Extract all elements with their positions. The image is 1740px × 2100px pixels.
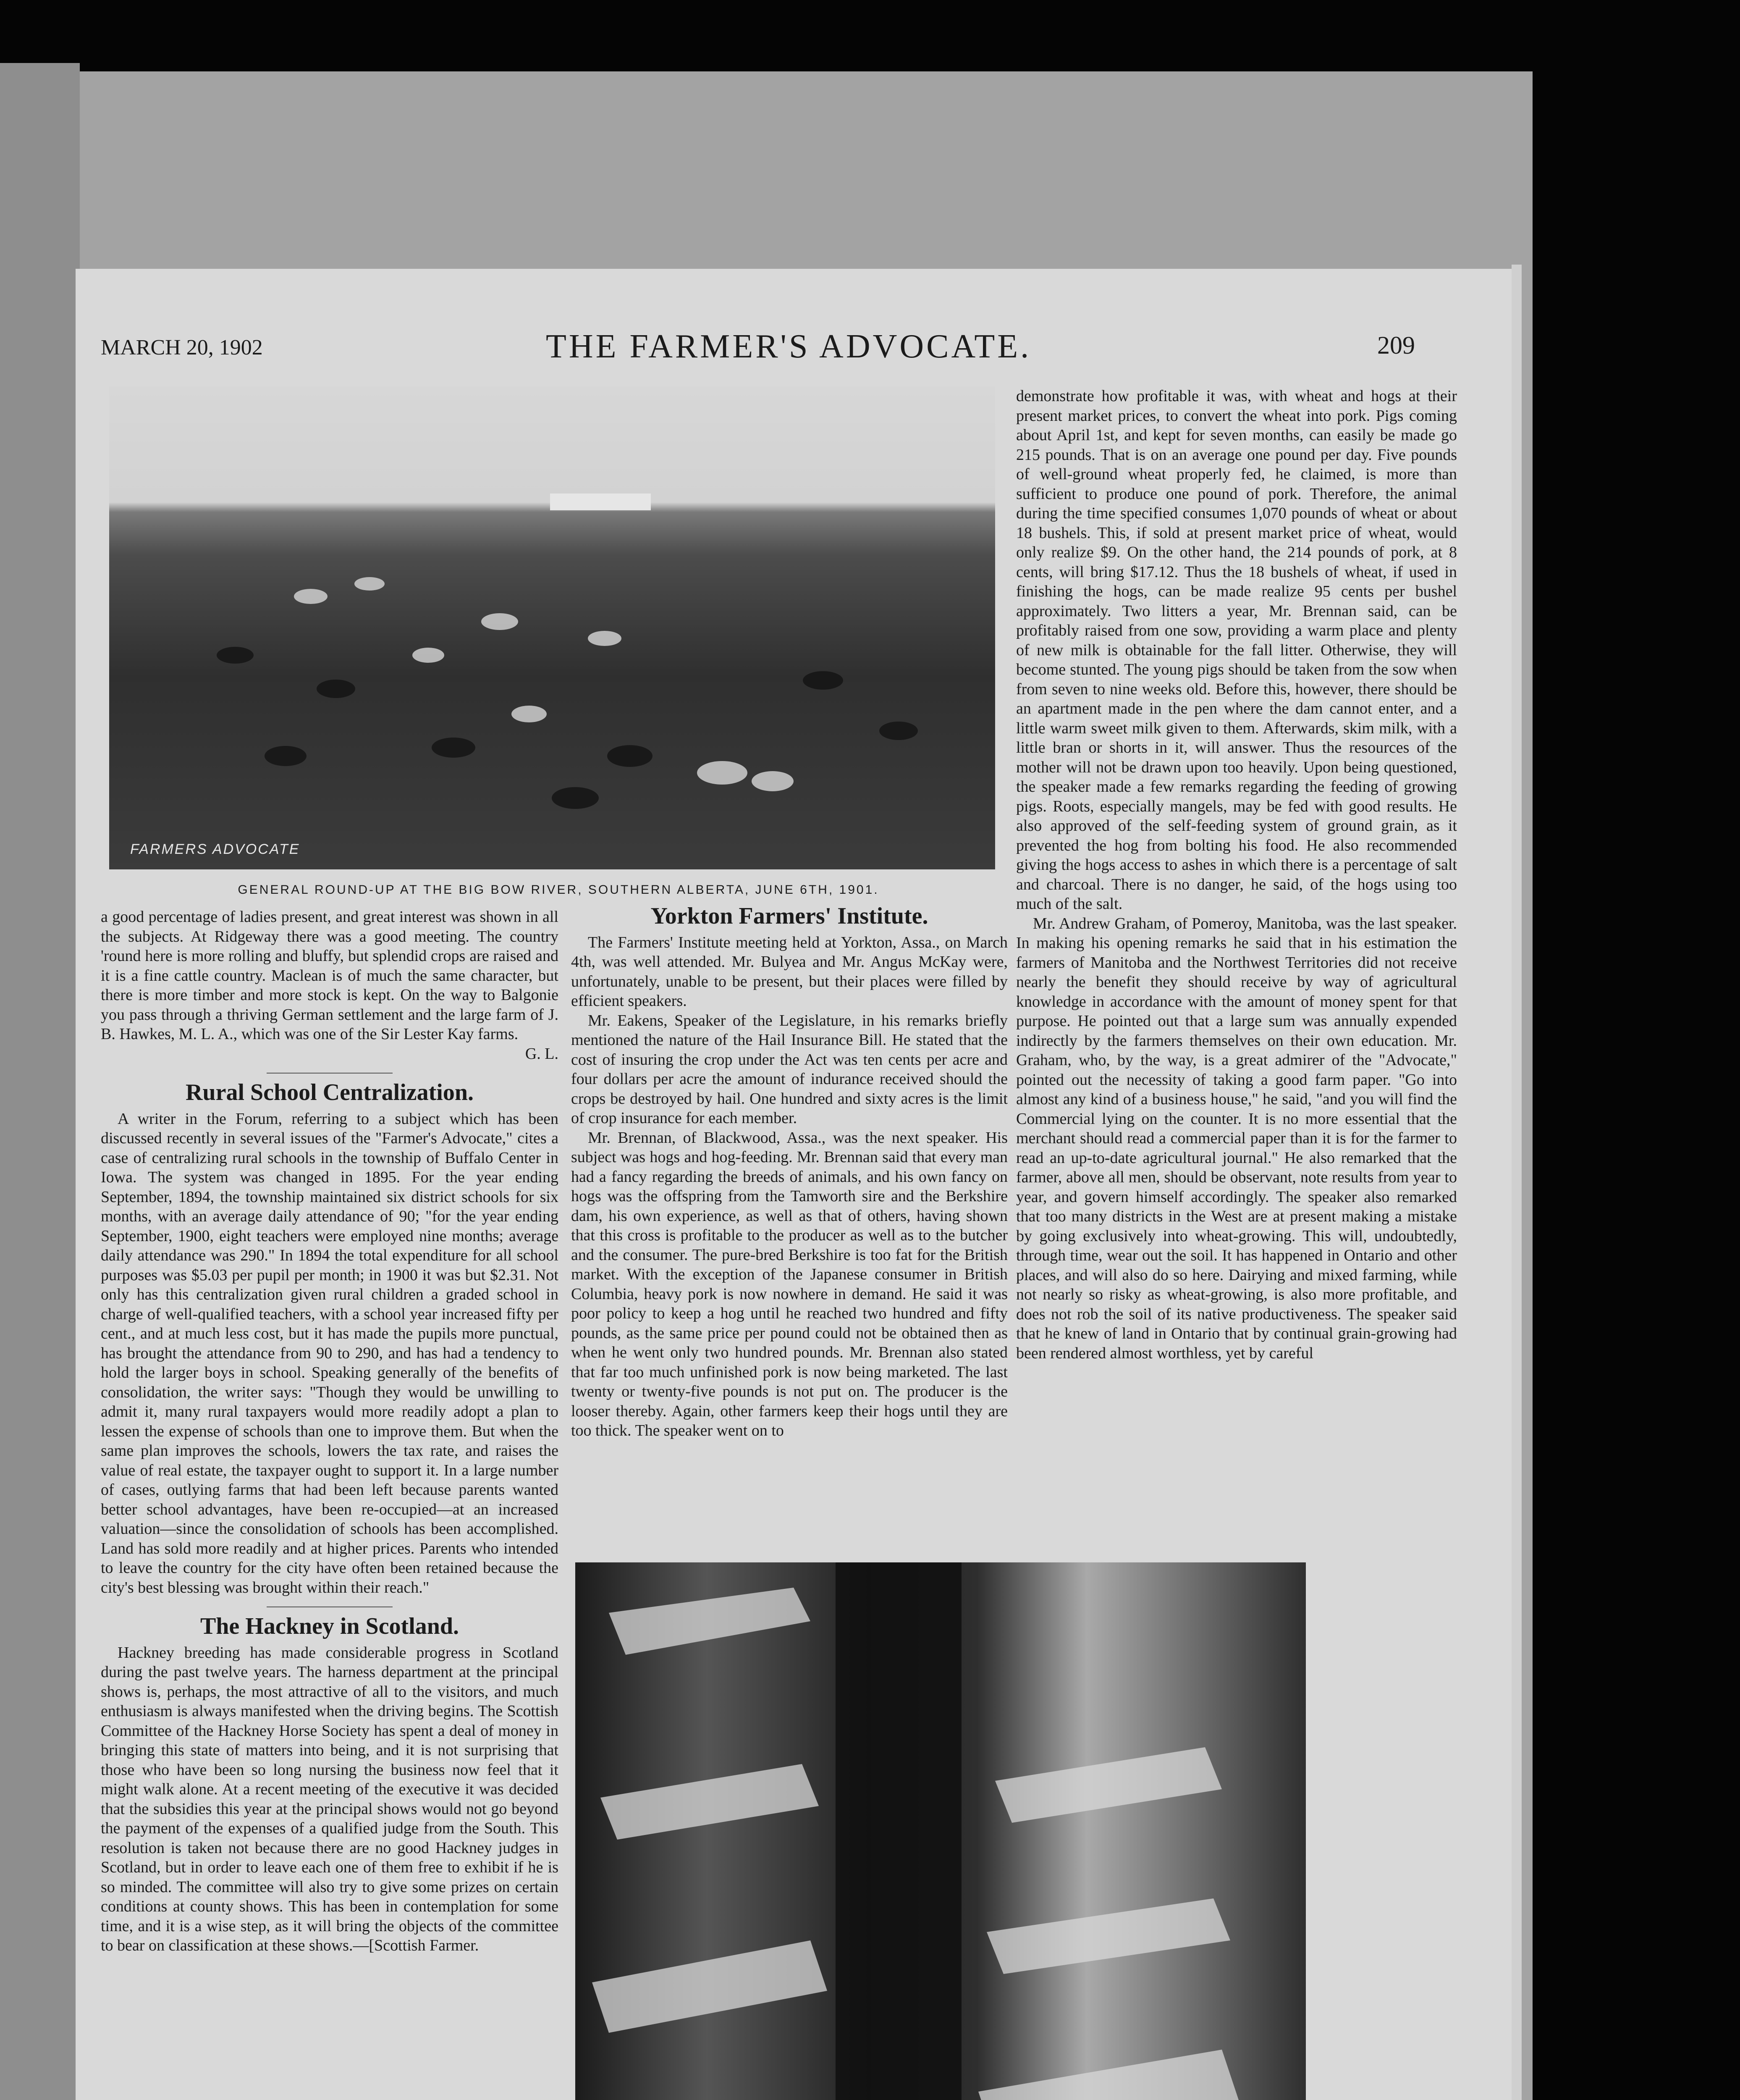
rural-school-headline: Rural School Centralization. (186, 1079, 474, 1105)
article-signature: G. L. (525, 1045, 558, 1063)
regina-report-tail: a good percentage of ladies present, and great interest was shown in all the subjects. At Ridgeway there was a good meeting. The country 'round here is more rolling and bluffy, but splendid crops are raised and it is a fine cattle country. Maclean is of much the same character, but there is more timber and more stock is kept. On the way to Balgonie you pass through a thriving German settlement and the large farm of J. B. Hawkes, M. L. A., which was one of the Sir Lester Kay farms. (101, 908, 558, 1043)
column-left (101, 907, 558, 1956)
facing-page-edge (0, 63, 80, 2100)
yorkton-continued-2: Mr. Andrew Graham, of Pomeroy, Manitoba, was the last speaker. In making his opening remarks he said that in his estimation the farmers of Manitoba and the Northwest Territories did not receive nearly the benefit they should receive by way of agricultural knowledge in accordance with the amount of money spent for that purpose. He pointed out that a large sum was annually expended indirectly by the farmers themselves on their own education. Mr. Graham, who, by the way, is a great admirer of the "Advocate," pointed out the necessity of taking a good farm paper. "Go into almost any kind of a business house," he said, "and you will find the Commercial lying on the counter. It is no more essential that the merchant should read a commercial paper than it is for the farmer to read an up-to-date agricultural journal." He also remarked that the farmer, above all men, should be observant, note results from year to year, and govern himself accordingly. The speaker also remarked that too many districts in the West are at present making a mistake by going exclusively into wheat-growing. This will, undoubtedly, through time, wear out the soil. It has happened in Ontario and other places, and will also do so here. Dairying and mixed farming, while not nearly so risky as wheat-growing, is also more profitable, and does not rob the soil of its native productiveness. The speaker said that he knew of land in Ontario that by continual grain-growing had been rendered almost worthless, yet by careful (1016, 914, 1457, 1362)
roundup-photo-caption: GENERAL ROUND-UP AT THE BIG BOW RIVER, SOUTHERN ALBERTA, JUNE 6TH, 1901. (238, 883, 879, 897)
roundup-photo-art (109, 386, 995, 869)
column-middle (571, 899, 1008, 1441)
masthead-title: THE FARMER'S ADVOCATE. (546, 328, 1032, 365)
column-rule (267, 1606, 393, 1607)
yorkton-paragraph-3: Mr. Brennan, of Blackwood, Assa., was the next speaker. His subject was hogs and hog-feeding. Mr. Brennan said that every man had a fancy regarding the breeds of animals, and his own fancy on hogs was the offspring from the Tamworth sire and the Berkshire dam, his own experience, as well as that of others, having shown that this cross is profitable to the producer as well as to the butcher and the consumer. The pure-bred Berkshire is too fat for the British market. With the exception of the Japanese consumer in British Columbia, heavy pork is now nowhere in demand. He said it was poor policy to keep a hog until he reached two hundred and fifty pounds, as the same price per pound could not be obtained then as when he went only two hundred pounds. Mr. Brennan also stated that far too much unfinished pork is now being marketed. The last twenty or twenty-five pounds is not put on. The producer is the looser thereby. Again, other farmers keep their hogs until they are too thick. The speaker went on to (571, 1129, 1008, 1439)
yorkton-paragraph-1: The Farmers' Institute meeting held at Yorkton, Assa., on March 4th, was well attended. Mr. Bulyea and Mr. Angus McKay were, unfortunately, unable to be present, but their places were filled by efficient speakers. (571, 933, 1008, 1010)
hackney-body: Hackney breeding has made considerable progress in Scotland during the past twelve years. The harness department at the principal shows is, perhaps, the most attractive of all to the visitors, and much enthusiasm is always manifested when the driving begins. The Scottish Committee of the Hackney Horse Society has spent a deal of money in bringing this state of matters into being, and it is not surprising that those who have been so long nursing the business now feel that it might walk alone. At a recent meeting of the executive it was decided that the subsidies this year at the principal shows would not go beyond the payment of the expenses of a qualified judge from the South. This resolution is taken not because there are no good Hackney judges in Scotland, but in order to leave each one of them free to exhibit if he is so minded. The committee will also try to give some prizes on certain conditions at county shows. This has been in contemplation for some time, and it is a wise step, as it will bring the objects of the committee to bear on classification at these shows.—[Scottish Farmer. (101, 1643, 558, 1954)
page-edge (1512, 265, 1522, 2100)
yorkton-headline: Yorkton Farmers' Institute. (650, 903, 928, 929)
roundup-photo (109, 386, 995, 869)
page-number: 209 (1377, 331, 1415, 359)
column-rule (267, 1073, 393, 1074)
photo-watermark-label: FARMERS ADVOCATE (130, 841, 300, 857)
yorkton-paragraph-2: Mr. Eakens, Speaker of the Legislature, in his remarks briefly mentioned the nature of the Hail Insurance Bill. He stated that the cost of insuring the crop under the Act was ten cents per acre and four dollars per acre the amount of indurance received should the crops be destroyed by hail. One hundred and sixty acres is the limit of crop insurance for each member. (571, 1011, 1008, 1127)
hackney-headline: The Hackney in Scotland. (200, 1613, 459, 1639)
rural-school-body: A writer in the Forum, referring to a subject which has been discussed recently in several issues of the "Farmer's Advocate," cites a case of centralizing rural schools in the township of Buffalo Center in Iowa. The system was changed in 1895. For the year ending September, 1894, the township maintained six district schools for six months, with an average daily attendance of 90; "for the year ending September, 1900, eight teachers were employed nine months; average daily attendance was 290." In 1894 the total expenditure for all school purposes was $5.03 per pupil per month; in 1900 it was but $2.31. Not only has this centralization given rural children a graded school in charge of well-qualified teachers, with a school year increased fifty per cent., and at much less cost, but it has made the pupils more punctual, has brought the attendance from 90 to 290, and has had a tendency to hold the larger boys in school. Speaking generally of the benefits of consolidation, the writer says: "Though they would be unwilling to admit it, many rural taxpayers would more readily adopt a plan to lessen the expense of schools than one to improve them. But when the same plan improves the schools, lowers the tax rate, and raises the value of real estate, the taxpayer ought to support it. In a large number of cases, outlying farms that had been left because parents wanted better school advantages, have been re-occupied—at an increased valuation—since the consolidation of schools has been accomplished. Land has sold more readily and at higher prices. Parents who intended to leave the country for the city have often been retained because the city's best blessing was brought within their reach." (101, 1110, 558, 1596)
bee-cellar-photo-art (575, 1562, 1306, 2100)
issue-date: MARCH 20, 1902 (101, 336, 263, 360)
yorkton-continued-1: demonstrate how profitable it was, with wheat and hogs at their present market prices, to convert the wheat into pork. Pigs coming about April 1st, and kept for seven months, can easily be made go 215 pounds. That is on an average one pound per day. Five pounds of well-ground wheat properly fed, he claimed, is more than sufficient to produce one pound of pork. Therefore, the animal during the time specified consumes 1,070 pounds of wheat or about 18 bushels. This, if sold at present market price of wheat, would only realize $9. On the other hand, the 214 pounds of pork, at 8 cents, will bring $17.12. Thus the 18 bushels of wheat, if used in finishing the hogs, can be made realize 95 cents per bushel approximately. Two litters a year, Mr. Brennan said, can be profitably raised from one sow, providing a warm place and plenty of new milk is obtainable for the fall litter. Otherwise, they will become stunted. The young pigs should be taken from the sow when from seven to nine weeks old. Before this, however, there should be an apartment made in the pen where the dam cannot enter, and a little warm sweet milk given to them. Afterwards, skim milk, with a little bran or shorts in it, will answer. Thus the resources of the mother will not be drawn upon too heavily. Upon being questioned, the speaker made a few remarks regarding the feeding of growing pigs. Roots, especially mangels, may be fed with good results. He also approved of the self-feeding system of ground grain, as it prevented the hog from bolting his food. He also recommended giving the hogs access to ashes in which there is a percentage of salt and charcoal. There is no danger, he said, of the hogs using too much of the salt. (1016, 387, 1457, 913)
column-right (1016, 386, 1457, 1363)
newspaper-page (76, 269, 1512, 2100)
bee-cellar-photo (575, 1562, 1306, 2100)
